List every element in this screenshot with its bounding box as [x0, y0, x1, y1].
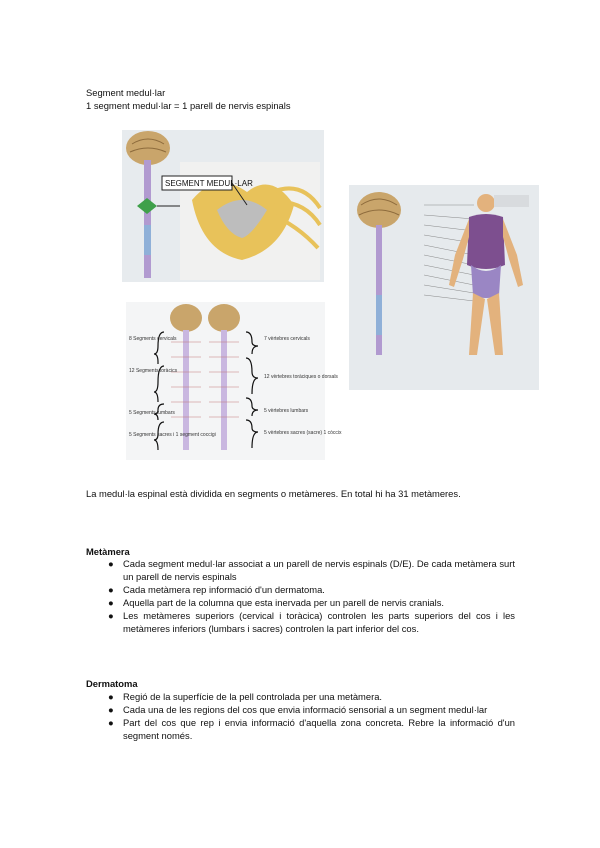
list-item: ● Aquella part de la columna que esta inervada per un parell de nervis cranials. [108, 597, 445, 608]
fig2-left-label-2: 5 Segments lumbars [129, 410, 175, 416]
bullet-icon: ● [108, 584, 114, 595]
fig2-right-label-0: 7 vèrtebres cervicals [264, 336, 310, 342]
list-item: ● Regió de la superfície de la pell controlada per una metàmera. [108, 691, 383, 702]
page-title: Segment medul·lar [86, 87, 166, 98]
list-item: ● Cada una de les regions del cos que envia informació sensorial a un segment medul·lar [108, 704, 488, 715]
list-item: ● Cada segment medul·lar associat a un parell de nervis espinals (D/E). De cada metàmera surt un parell de nervis espinals [108, 558, 515, 582]
page-subtitle: 1 segment medul·lar = 1 parell de nervis espinals [86, 100, 291, 111]
metamera-list [108, 557, 515, 635]
bullet-icon: ● [108, 704, 114, 715]
list-item: ● Les metàmeres superiors (cervical i toràcica) controlen les parts superiors del cos i les metàmeres inferiors (lumbars i sacres) controlen la part inferior del cos. [108, 610, 515, 634]
figure-dermatomes [349, 185, 539, 390]
bullet-icon: ● [108, 717, 114, 728]
fig2-left-label-3: 5 Segments sacres i 1 segment coccigi [129, 432, 216, 438]
segment-label: SEGMENT MEDUL·LAR [165, 179, 253, 188]
fig2-right-label-1: 12 vèrtebres toràciques o dorsals [264, 374, 338, 380]
section-heading-metamera: Metàmera [86, 546, 130, 557]
list-item: ● Cada metàmera rep informació d'un dermatoma. [108, 584, 325, 595]
bullet-icon: ● [108, 691, 114, 702]
figure-segment-medullar [122, 130, 324, 282]
bullet-icon: ● [108, 610, 114, 621]
summary-text: La medul·la espinal està dividida en segments o metàmeres. En total hi ha 31 metàmeres. [86, 488, 461, 499]
section-heading-dermatoma: Dermatoma [86, 678, 138, 689]
figure-vertebres-segments [126, 302, 342, 460]
fig2-left-label-0: 8 Segments cervicals [129, 336, 177, 342]
list-item: ● Part del cos que rep i envia informació d'aquella zona concreta. Rebre la informació d'un segment només. [108, 717, 515, 741]
fig2-right-label-3: 5 vèrtebres sacres (sacre) 1 còccix [264, 430, 342, 436]
dermatoma-list [108, 690, 515, 742]
fig2-right-label-2: 5 vèrtebres lumbars [264, 408, 309, 414]
bullet-icon: ● [108, 597, 114, 608]
fig2-left-label-1: 12 Segments toràcics [129, 368, 178, 374]
bullet-icon: ● [108, 558, 114, 569]
